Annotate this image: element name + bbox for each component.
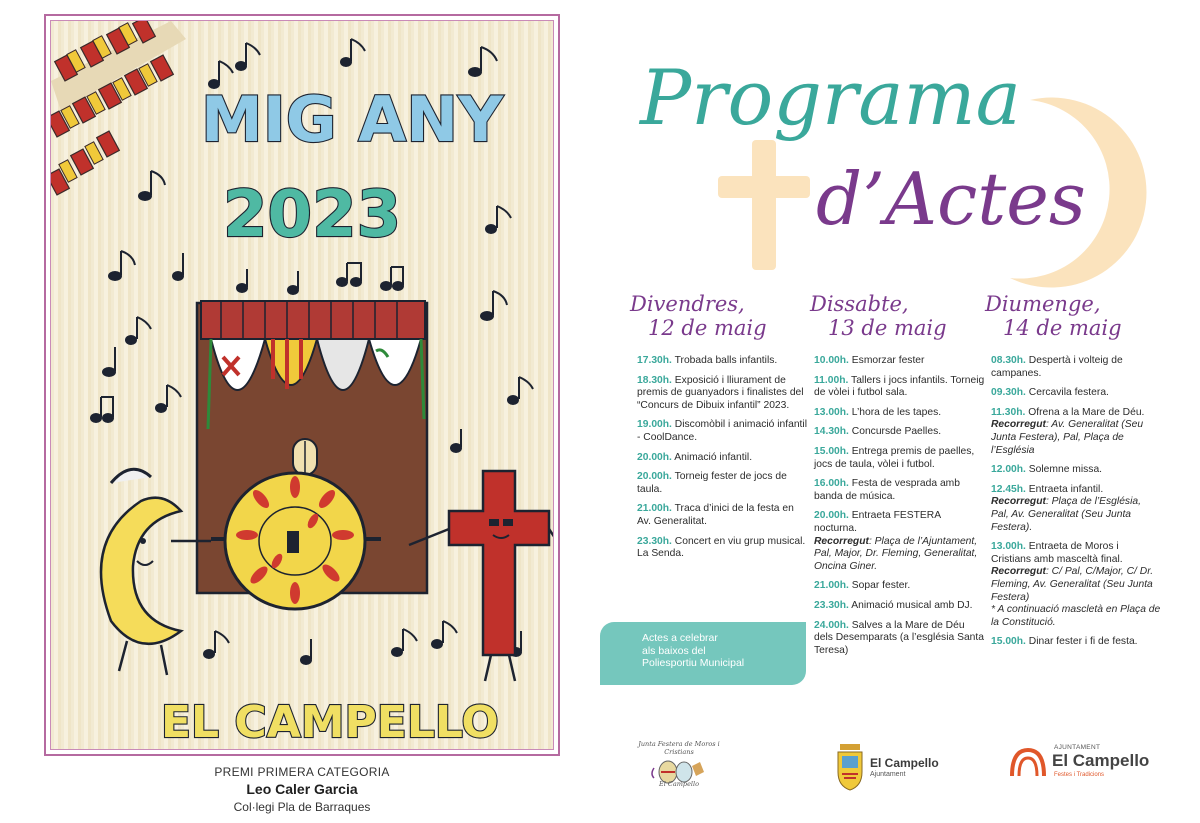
- event-item: 11.00h. Tallers i jocs infantils. Torneig de vòlei i futbol sala.: [814, 374, 985, 399]
- award-school: Col·legi Pla de Barraques: [233, 800, 371, 814]
- event-item: 12.00h. Solemne missa.: [991, 464, 1103, 476]
- event-item: 14.30h. Concursde Paelles.: [814, 426, 942, 438]
- event-item: 23.30h. Concert en viu grup musical. La Senda.: [637, 535, 806, 560]
- drawing-town-name: EL CAMPELLO: [161, 697, 499, 748]
- drawing-title-line2: 2023: [223, 178, 402, 252]
- title-actes: d’Actes: [816, 157, 1086, 241]
- day-name: Dissabte,: [810, 292, 909, 316]
- coat-of-arms-icon: [834, 740, 866, 792]
- event-item: 12.45h. Entraeta infantil. Recorregut: Plaça de l’Església, Pal, Av. Generalitat (Seu Junta Festera).: [991, 483, 1141, 533]
- event-item: 21.00h. Traca d’inici de la festa en Av. Generalitat.: [637, 503, 794, 527]
- festes-logo: AJUNTAMENT El Campello Festes i Tradicions: [1008, 740, 1158, 790]
- bunting-decoration: [51, 21, 186, 195]
- award-author: Leo Caler Garcia: [246, 781, 358, 797]
- event-item: 20.00h. Entraeta FESTERA nocturna. Recorregut: Plaça de l’Ajuntament, Pal, Major, Dr. Fleming, Generalitat, Oncina Giner.: [814, 510, 978, 572]
- day-date: 14 de maig: [1003, 316, 1122, 340]
- event-item: 17.30h. Trobada balls infantils.: [637, 355, 778, 366]
- arch-icon: [1008, 742, 1048, 782]
- event-item: 20.00h. Torneig fester de jocs de taula.: [637, 471, 787, 495]
- event-item: 09.30h. Cercavila festera.: [991, 387, 1109, 399]
- event-item: 19.00h. Discomòbil i animació infantil - CoolDance.: [637, 419, 807, 443]
- events-sunday: [991, 355, 1161, 656]
- event-item: 16.00h. Festa de vesprada amb banda de música.: [814, 478, 960, 502]
- event-item: 10.00h. Esmorzar fester: [814, 355, 925, 366]
- ajuntament-logo: El Campello Ajuntament: [834, 740, 954, 792]
- day-date: 13 de maig: [828, 316, 947, 340]
- event-item: 18.30h. Exposició i lliurament de premis de guanyadors i finalistes del “Concurs de Dibuix infantil” 2023.: [637, 374, 804, 411]
- cross-icon: [718, 140, 810, 270]
- day-date: 12 de maig: [648, 316, 767, 340]
- cross-character: [409, 471, 554, 681]
- moon-character: [101, 469, 211, 675]
- drawing-illustration: [51, 21, 554, 750]
- events-saturday: [814, 355, 986, 664]
- event-item: 21.00h. Sopar fester.: [814, 580, 911, 592]
- day-header-sunday: [985, 292, 1165, 350]
- day-header-friday: [630, 292, 810, 350]
- venue-note: Actes a celebrar als baixos del Poliesportiu Municipal: [600, 622, 806, 685]
- event-item: 23.30h. Animació musical amb DJ.: [814, 599, 973, 611]
- junta-festera-logo: Junta Festera de Moros i Cristians El Campello: [638, 740, 720, 788]
- award-category: PREMI PRIMERA CATEGORIA: [214, 765, 390, 779]
- event-item: 24.00h. Salves a la Mare de Déu dels Desemparats (a l’església Santa Teresa): [814, 619, 984, 656]
- event-item: 13.00h. L’hora de les tapes.: [814, 406, 942, 418]
- event-item: 20.00h. Animació infantil.: [637, 451, 753, 463]
- prize-drawing: [50, 20, 554, 750]
- day-header-saturday: [810, 292, 990, 350]
- drawing-frame: [44, 14, 560, 756]
- event-item: 08.30h. Despertà i volteig de campanes.: [991, 355, 1123, 379]
- drawing-title-line1: MIG ANY: [201, 83, 504, 156]
- day-name: Diumenge,: [985, 292, 1101, 316]
- event-item: 11.30h. Ofrena a la Mare de Déu. Recorregut: Av. Generalitat (Seu Junta Festera), Pal, Plaça de l’Església: [991, 406, 1145, 456]
- program-title: [600, 20, 1190, 290]
- events-friday: [637, 355, 809, 568]
- event-item: 15.00h. Entrega premis de paelles, jocs de taula, vòlei i futbol.: [814, 445, 975, 470]
- day-name: Divendres,: [630, 292, 745, 316]
- title-programa: Programa: [640, 53, 1021, 142]
- event-item: 13.00h. Entraeta de Moros i Cristians amb masceltà final. Recorregut: C/ Pal, C/Major, C/ Dr. Fleming, Av. Generalitat (Seu Junta Festera) * A continuació mascletà en Plaça de la Constitució.: [991, 541, 1161, 628]
- event-item: 15.00h. Dinar fester i fi de festa.: [991, 636, 1138, 648]
